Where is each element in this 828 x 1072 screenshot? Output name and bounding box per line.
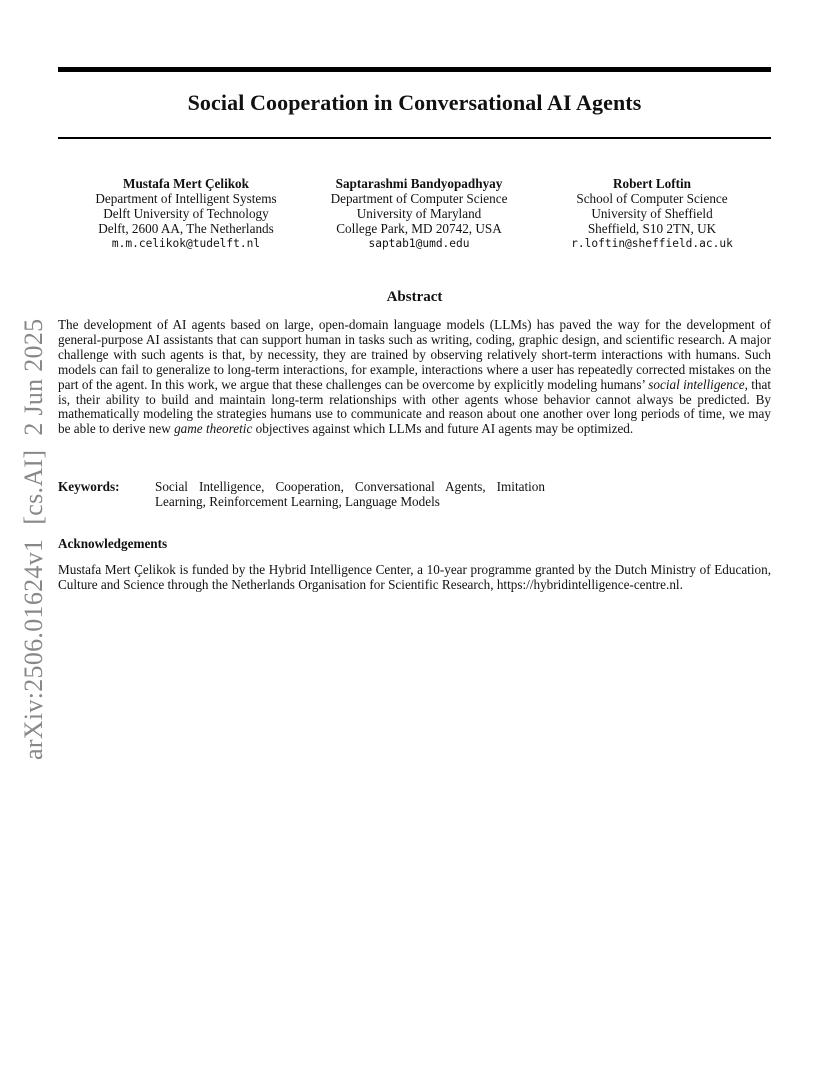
author-address: Delft, 2600 AA, The Netherlands <box>98 221 274 236</box>
author-address: College Park, MD 20742, USA <box>336 221 502 236</box>
author-institution: Delft University of Technology <box>103 206 269 221</box>
paper-title: Social Cooperation in Conversational AI Agents <box>187 90 642 115</box>
author-2 <box>299 176 539 251</box>
author-email[interactable]: saptab1@umd.edu <box>368 237 470 250</box>
author-email[interactable]: r.loftin@sheffield.ac.uk <box>571 237 733 250</box>
author-name: Saptarashmi Bandyopadhyay <box>335 176 503 191</box>
author-name: Mustafa Mert Çelikok <box>123 176 249 191</box>
author-address: Sheffield, S10 2TN, UK <box>587 221 717 236</box>
keywords-list: Social Intelligence, Cooperation, Conversational Agents, Imitation Learning, Reinforcement Learning, Language Models <box>155 479 545 509</box>
author-name: Robert Loftin <box>612 176 692 191</box>
abstract-body <box>58 318 771 437</box>
abstract-heading: Abstract <box>386 289 443 305</box>
author-institution: University of Sheffield <box>591 206 713 221</box>
arxiv-id[interactable]: arXiv:2506.01624v1 <box>19 538 48 760</box>
author-3 <box>532 176 772 251</box>
author-department: Department of Intelligent Systems <box>95 191 277 206</box>
abstract-text: , that is, their ability to build and maintain long-term relationships with other agents whose behavior cannot always be predicted. By mathematically modeling the strategies humans use to communicate and reason about one another over long periods of time, we may be able to derive new <box>58 376 772 437</box>
abstract-emphasis: game theoretic <box>174 421 253 437</box>
title-top-rule <box>58 67 771 72</box>
title-bottom-rule <box>58 137 771 139</box>
arxiv-sidebar-stamp <box>19 319 49 760</box>
abstract-emphasis: social intelligence <box>648 376 745 392</box>
author-institution: University of Maryland <box>356 206 482 221</box>
author-department: School of Computer Science <box>576 191 728 206</box>
acknowledgements-heading: Acknowledgements <box>58 536 168 551</box>
author-department: Department of Computer Science <box>330 191 508 206</box>
author-1 <box>66 176 306 251</box>
abstract-text: objectives against which LLMs and future AI agents may be optimized. <box>252 421 634 437</box>
acknowledgements-body: Mustafa Mert Çelikok is funded by the Hybrid Intelligence Center, a 10-year programme granted by the Dutch Ministry of Education, Culture and Science through the Netherlands Organisation for Scientific Research, https://hybridintelligence-centre.nl. <box>58 562 771 592</box>
abstract-text: The development of AI agents based on large, open-domain language models (LLMs) has paved the way for the development of general-purpose AI assistants that can support human in tasks such as writing, coding, graphic design, and scientific research. A major challenge with such agents is that, by necessity, they are trained by observing relatively short-term interactions with humans. Such models can fail to generalize to long-term interactions, for example, interactions where a user has repeatedly corrected mistakes on the part of the agent. In this work, we argue that these challenges can be overcome by explicitly modeling humans’ <box>58 317 771 392</box>
arxiv-category: [cs.AI] <box>19 449 48 525</box>
author-email[interactable]: m.m.celikok@tudelft.nl <box>111 237 261 250</box>
keywords-label: Keywords: <box>58 479 120 494</box>
arxiv-date: 2 Jun 2025 <box>19 318 48 436</box>
